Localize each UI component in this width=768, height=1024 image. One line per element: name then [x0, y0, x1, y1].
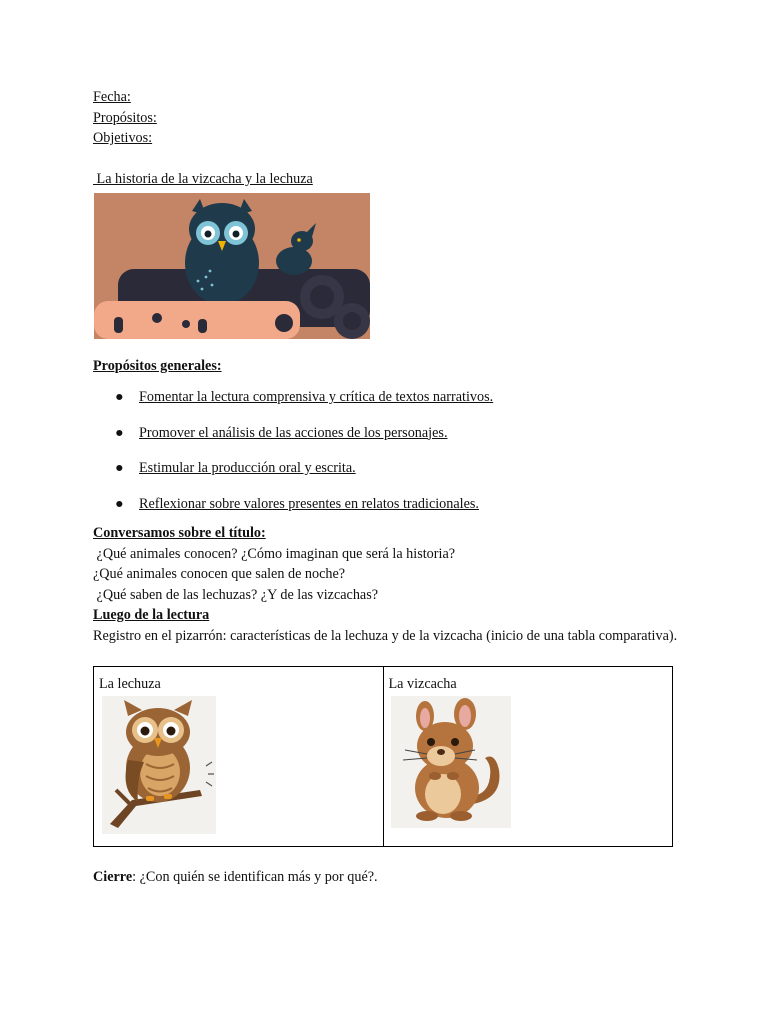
list-item-text: Estimular la producción oral y escrita.: [139, 460, 356, 476]
bullet-icon: ●: [115, 389, 124, 405]
owl-column-title: La lechuza: [99, 676, 161, 692]
purposes-list: [93, 387, 683, 514]
purposes-field-label: Propósitos:: [93, 109, 157, 126]
list-item: [93, 458, 683, 479]
closing-text: : ¿Con quién se identifican más y por qué?.: [132, 869, 378, 885]
question-line: ¿Qué animales conocen? ¿Cómo imaginan que será la historia?: [93, 545, 456, 562]
owl-and-vizcacha-illustration-icon: [94, 193, 370, 339]
closing-label: Cierre: [93, 869, 133, 885]
comparison-table: [93, 666, 673, 847]
bullet-icon: ●: [115, 424, 124, 441]
vizcacha-icon: [391, 696, 511, 828]
list-item-text: Promover el análisis de las acciones de los personajes.: [139, 424, 448, 441]
list-item: [93, 494, 683, 515]
after-reading-text: Registro en el pizarrón: características de la lechuza y de la vizcacha (inicio de una tabla comparativa).: [93, 627, 678, 644]
table-row: [94, 667, 673, 847]
list-item: [93, 387, 683, 408]
owl-cell: [94, 667, 384, 847]
owl-icon: [102, 696, 216, 834]
closing-line: [93, 867, 683, 888]
bullet-icon: ●: [115, 495, 124, 512]
after-reading-section: [93, 605, 683, 646]
question-line: ¿Qué saben de las lechuzas? ¿Y de las vizcachas?: [93, 586, 379, 603]
vizcacha-column-title: La vizcacha: [388, 676, 457, 692]
document-page: [93, 87, 683, 888]
question-line: ¿Qué animales conocen que salen de noche?: [93, 566, 346, 582]
purposes-heading: Propósitos generales:: [93, 357, 222, 374]
story-title: La historia de la vizcacha y la lechuza: [93, 171, 313, 187]
header-fields: [93, 87, 683, 149]
bullet-icon: ●: [115, 460, 124, 476]
list-item-text: Reflexionar sobre valores presentes en relatos tradicionales.: [139, 495, 479, 512]
hero-image: [94, 193, 370, 339]
after-reading-heading: Luego de la lectura: [93, 607, 210, 623]
date-field-label: Fecha:: [93, 89, 131, 105]
conversation-heading: Conversamos sobre el título:: [93, 525, 266, 541]
conversation-section: [93, 523, 683, 605]
objectives-field-label: Objetivos:: [93, 130, 153, 146]
list-item: [93, 423, 683, 444]
list-item-text: Fomentar la lectura comprensiva y crítica de textos narrativos.: [139, 389, 494, 405]
vizcacha-cell: [383, 667, 673, 847]
